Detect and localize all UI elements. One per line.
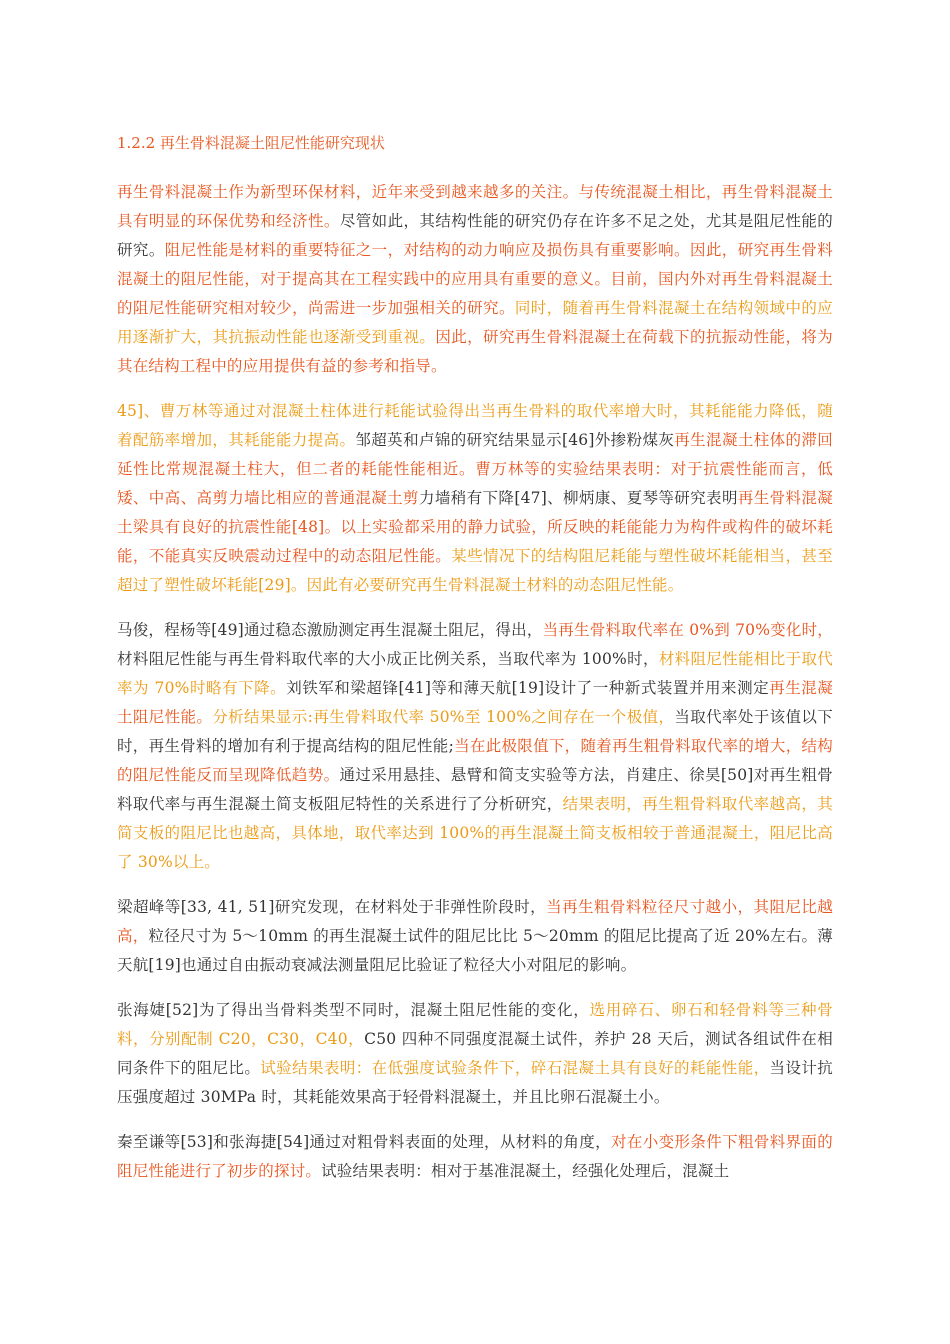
text-segment: 力墙稍有下降[47]、柳炳康、夏琴等研究表明 [418, 489, 738, 507]
text-segment: 结果表明，再生粗骨料取代率越高，其简支板的阻尼比也越高，具体地，取代率达到 100%的再生混凝土简支板相较于普通混凝土，阻尼比高了 30%以上。 [117, 795, 833, 871]
paragraph-intro [117, 178, 833, 381]
text-segment: 因此有必要研究再生骨料混凝土材料的动态阻尼性能。 [306, 576, 684, 594]
document-page [117, 130, 833, 1202]
text-segment: 秦至谦等[53]和张海捷[54]通过对粗骨料表面的处理，从材料的角度， [117, 1133, 612, 1151]
text-segment: 张海婕[52]为了得出当骨料类型不同时，混凝土阻尼性能的变化， [117, 1001, 590, 1019]
text-segment: 当取代率处于该值以下时，再生骨料的增加有利于提高结构的阻尼性能; [117, 708, 833, 755]
section-heading: 1.2.2 再生骨料混凝土阻尼性能研究现状 [117, 134, 385, 152]
text-segment: 当在此极限值下，随着再生粗骨料取代率的增大，结构的阻尼性能反而呈现降低趋势。 [117, 737, 833, 784]
text-segment: 马俊，程杨等[49]通过稳态激励测定再生混凝土阻尼，得出， [117, 621, 543, 639]
paragraph-energy-dissipation [117, 397, 833, 600]
text-segment: 当再生骨料取代率在 0%到 70%变化时， [542, 621, 833, 639]
text-segment: 材料阻尼性能相比于取代率为 70%时略有下降。 [117, 650, 833, 697]
text-segment: 当再生粗骨料粒径尺寸越小，其阻尼比越高， [117, 898, 834, 945]
paragraph-replacement-rate [117, 616, 833, 877]
text-segment: 再生骨料混凝土梁具有良好的抗震性能[48]。以上实验都采用的静力试验，所反映的耗能能力为构件或构件的破坏耗能，不能真实反映震动过程中的动态阻尼性能。 [117, 489, 834, 565]
text-segment: 刘铁军和梁超锋[41]等和薄天航[19]设计了一种新式装置并用来测定 [286, 679, 770, 697]
text-segment: 再生混凝土阻尼性能。 [117, 679, 833, 726]
paragraph-aggregate-type [117, 996, 833, 1112]
text-segment: 某些情况下的结构阻尼耗能与塑性破坏耗能相当，甚至超过了塑性破坏耗能[29]。 [117, 547, 833, 594]
text-segment: 阻尼性能是材料的重要特征之一，对结构的动力响应及损伤具有重要影响。因此，研究再生骨料混凝土的阻尼性能，对于提高其在工程实践中的应用具有重要的意义。目前，国内外对再生骨料混凝土的阻尼性能研究相对较少，尚需进一步加强相关的研究。 [117, 241, 833, 317]
text-segment: 通过采用悬挂、悬臂和简支实验等方法，肖建庄、徐昊[50]对再生粗骨料取代率与再生混凝土简支板阻尼特性的关系进行了分析研究， [117, 766, 833, 813]
text-segment: 分析结果显示:再生骨料取代率 50%至 100%之间存在一个极值， [212, 708, 675, 726]
text-segment: 对在小变形条件下粗骨料界面的阻尼性能进行了初步的探讨。 [117, 1133, 833, 1180]
text-segment: 试验结果表明：相对于基准混凝土，经强化处理后，混凝土 [321, 1162, 730, 1180]
paragraph-particle-size [117, 893, 833, 980]
text-segment: 45]、曹万林等通过对混凝土柱体进行耗能试验得出当再生骨料的取代率增大时，其耗能能力降低，随着配筋率增加，其耗能能力提高。 [117, 402, 833, 449]
text-segment: 邹超英和卢锦的研究结果显示[46]外掺粉煤灰 [355, 431, 675, 449]
text-segment: 同时，随着再生骨料混凝土在结构领域中的应用逐渐扩大，其抗振动性能也逐渐受到重视。 [117, 299, 833, 346]
text-segment: 再生骨料混凝土作为新型环保材料，近年来受到越来越多的关注。与传统混凝土相比，再生骨料混凝土具有明显的环保优势和经济性。 [117, 183, 833, 230]
text-segment: 材料阻尼性能与再生骨料取代率的大小成正比例关系，当取代率为 100%时， [117, 650, 659, 668]
text-segment: 选用碎石、卵石和轻骨料等三种骨料，分别配制 C20，C30，C40， [117, 1001, 833, 1048]
body-text [117, 178, 833, 1186]
text-segment: C50 四种不同强度混凝土试件，养护 28 天后，测试各组试件在相同条件下的阻尼比。 [117, 1030, 833, 1077]
text-segment: 试验结果表明：在低强度试验条件下，碎石混凝土具有良好的耗能性能， [260, 1059, 770, 1077]
text-segment: 粒径尺寸为 5～10mm 的再生混凝土试件的阻尼比比 5～20mm 的阻尼比提高了近 20%左右。薄天航[19]也通过自由振动衰减法测量阻尼比验证了粒径大小对阻尼的影响。 [117, 927, 833, 974]
text-segment: 当设计抗压强度超过 30MPa 时，其耗能效果高于轻骨料混凝土，并且比卵石混凝土小。 [117, 1059, 833, 1106]
text-segment: 再生混凝土柱体的滞回延性比常规混凝土柱大，但二者的耗能性能相近。曹万林等的实验结果表明：对于抗震性能而言，低矮、中高、高剪力墙比相应的普通混凝土剪 [117, 431, 833, 507]
text-segment: 梁超峰等[33, 41, 51]研究发现，在材料处于非弹性阶段时， [117, 898, 547, 916]
text-segment: 因此，研究再生骨料混凝土在荷载下的抗振动性能，将为其在结构工程中的应用提供有益的参考和指导。 [117, 328, 833, 375]
text-segment: 尽管如此，其结构性能的研究仍存在许多不足之处，尤其是阻尼性能的研究。 [117, 212, 833, 259]
paragraph-surface-treatment [117, 1128, 833, 1186]
